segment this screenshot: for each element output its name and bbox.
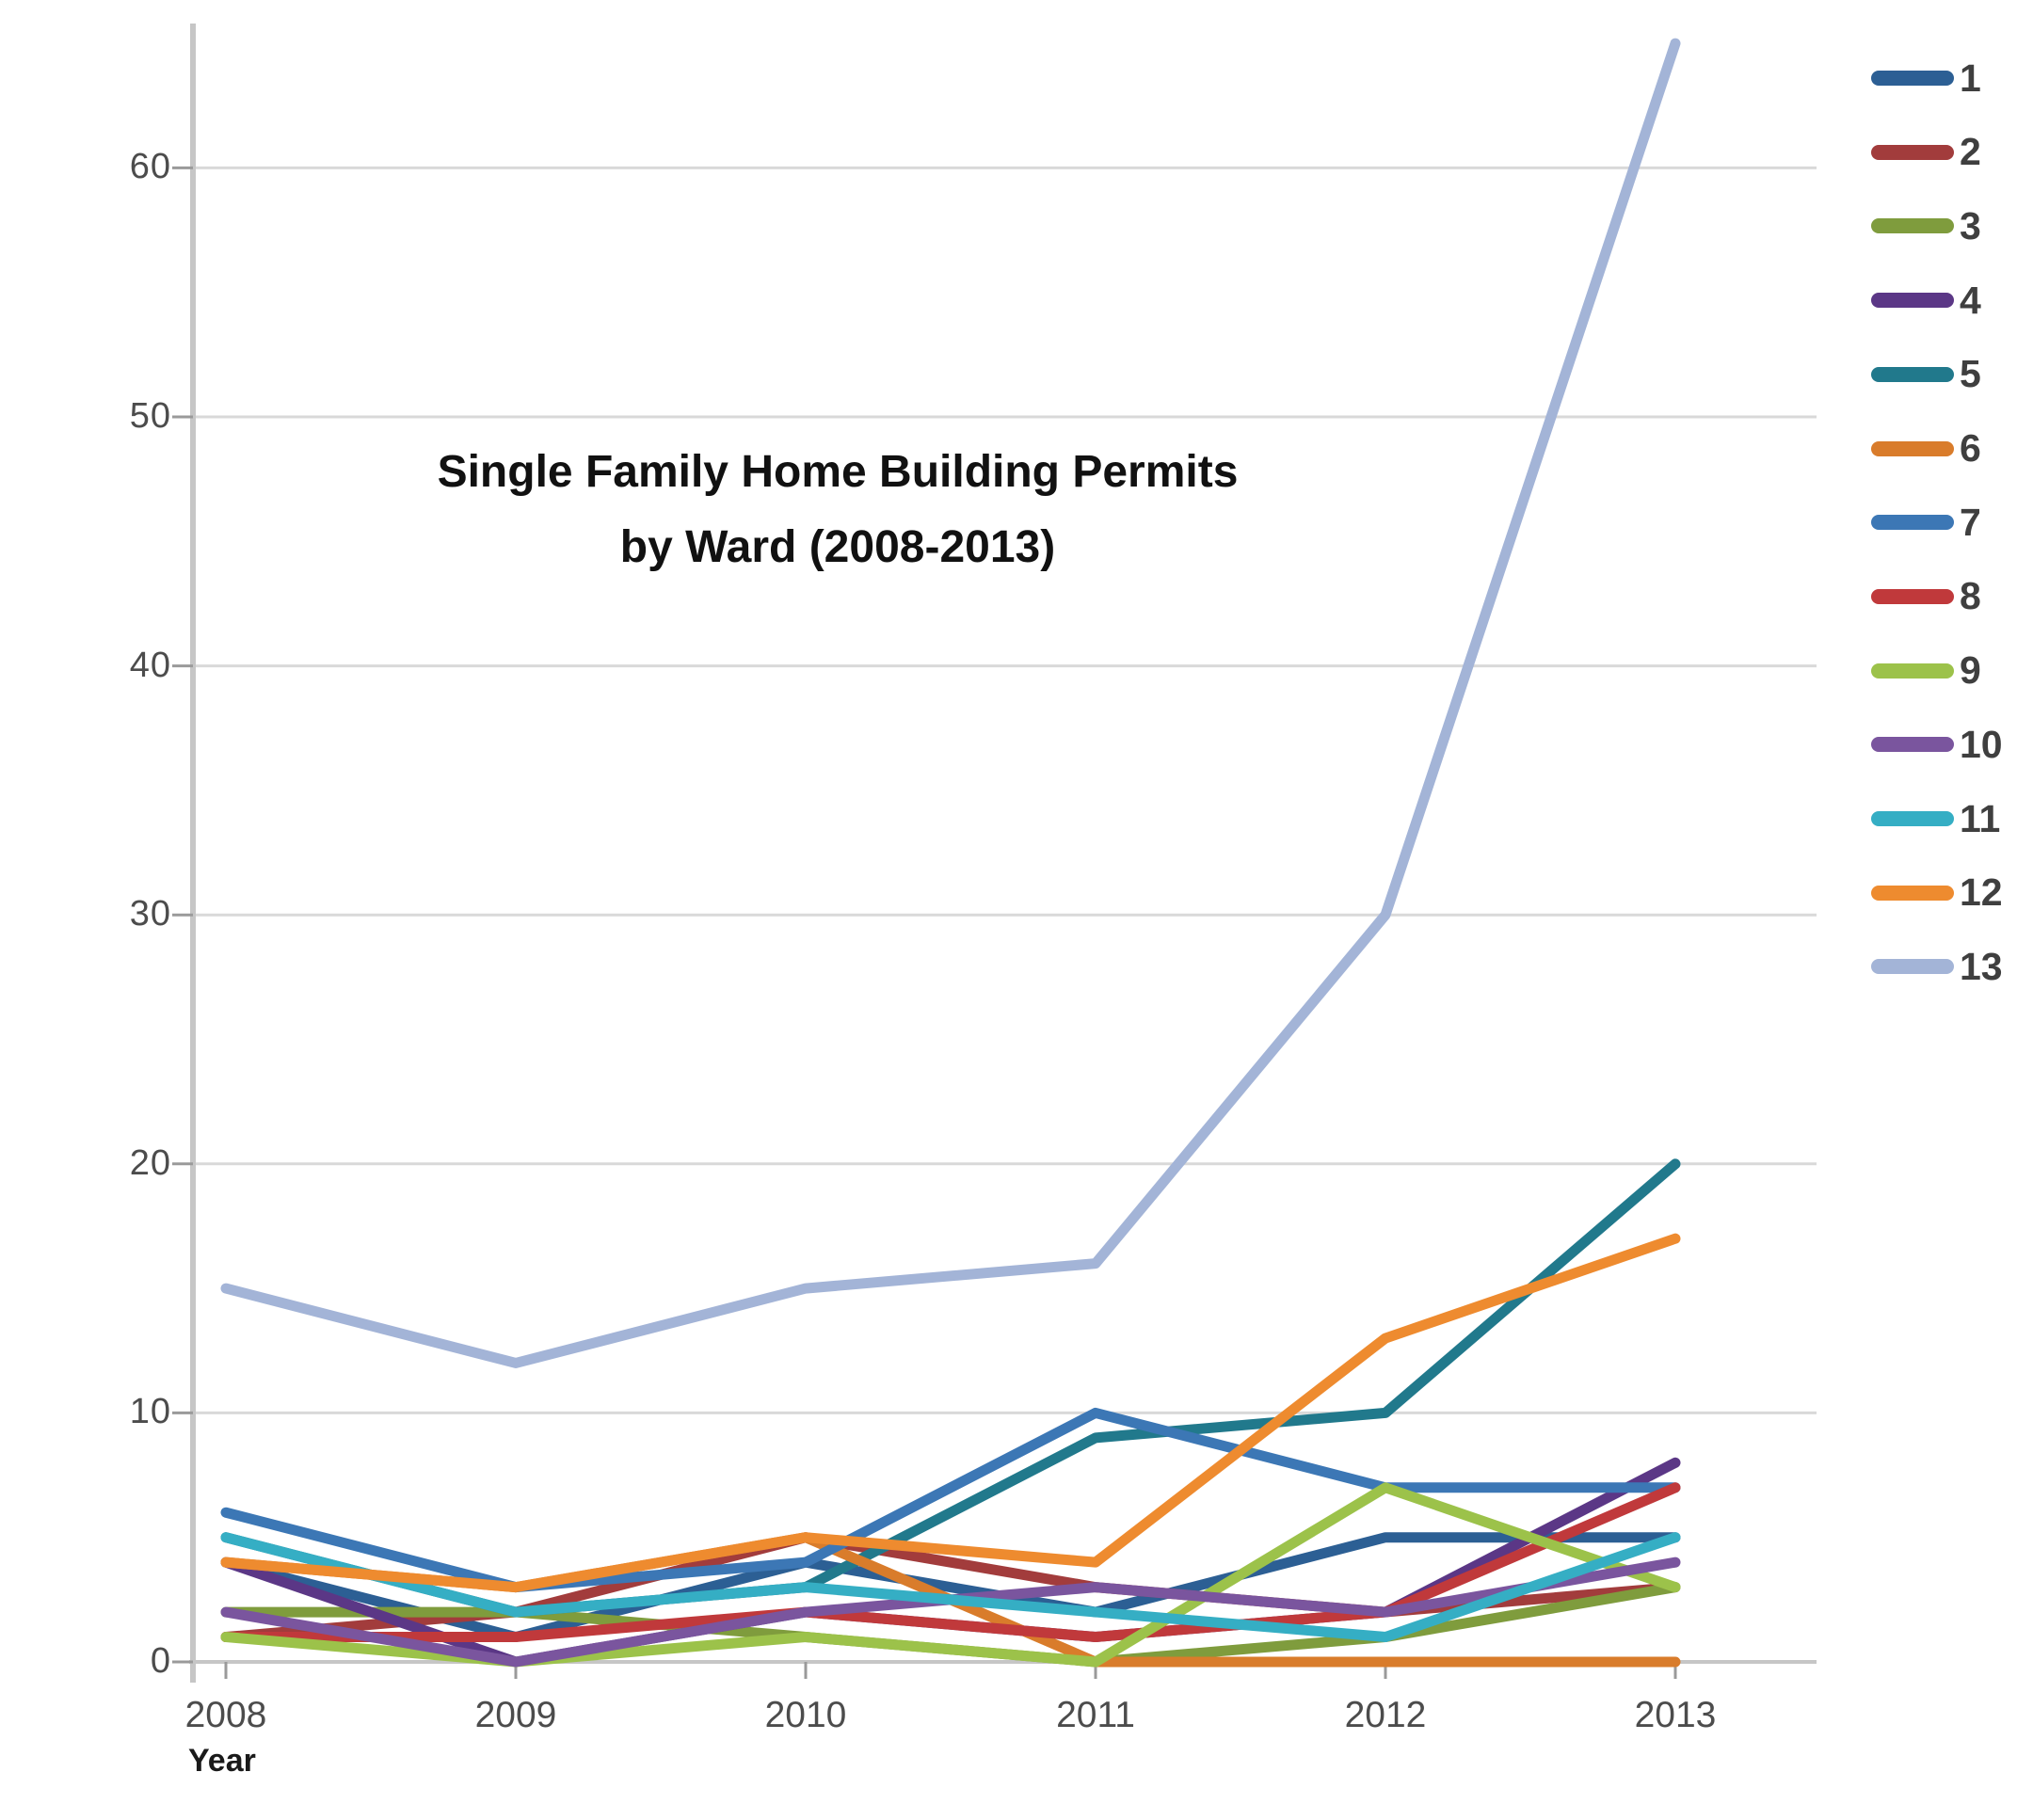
y-axis-tick-label-30: 30	[129, 894, 171, 934]
y-axis-tick-label-40: 40	[129, 645, 171, 685]
legend-label-ward-12: 12	[1960, 870, 2003, 915]
legend-item-ward-11	[1871, 795, 2000, 842]
legend-swatch-ward-4	[1871, 293, 1954, 308]
legend-item-ward-6	[1871, 425, 1981, 472]
legend-item-ward-3	[1871, 202, 1981, 249]
x-axis-tick-label-2010: 2010	[764, 1695, 847, 1735]
chart-title	[235, 435, 1440, 585]
legend-label-ward-8: 8	[1960, 574, 1981, 618]
x-axis-tick-label-2012: 2012	[1344, 1695, 1427, 1735]
legend-label-ward-2: 2	[1960, 130, 1981, 174]
y-axis-tick-label-60: 60	[129, 147, 171, 187]
x-axis-title: Year	[188, 1743, 256, 1779]
legend-label-ward-11: 11	[1960, 796, 2001, 840]
legend-swatch-ward-9	[1871, 663, 1954, 679]
x-axis-tick-label-2011: 2011	[1056, 1695, 1135, 1735]
legend-item-ward-10	[1871, 721, 2003, 768]
chart-title-line2: by Ward (2008-2013)	[619, 522, 1056, 572]
legend-item-ward-8	[1871, 573, 1981, 620]
y-axis-tick-label-20: 20	[129, 1142, 171, 1183]
legend-swatch-ward-2	[1871, 145, 1954, 160]
legend-label-ward-6: 6	[1960, 426, 1981, 470]
legend-swatch-ward-8	[1871, 589, 1954, 604]
legend-swatch-ward-12	[1871, 886, 1954, 901]
x-axis-tick-label-2013: 2013	[1634, 1695, 1717, 1735]
legend-label-ward-4: 4	[1960, 278, 1981, 322]
legend-item-ward-4	[1871, 277, 1981, 324]
legend-swatch-ward-11	[1871, 811, 1954, 826]
legend-item-ward-2	[1871, 129, 1981, 176]
legend-swatch-ward-6	[1871, 441, 1954, 456]
legend-item-ward-13	[1871, 943, 2003, 990]
legend-label-ward-7: 7	[1960, 500, 1981, 544]
legend-item-ward-7	[1871, 499, 1981, 546]
legend-label-ward-10: 10	[1960, 722, 2003, 766]
y-axis-tick-label-50: 50	[129, 396, 171, 436]
legend-swatch-ward-7	[1871, 515, 1954, 530]
legend-label-ward-1: 1	[1960, 56, 1981, 100]
x-axis-tick-label-2009: 2009	[474, 1695, 557, 1735]
legend-item-ward-9	[1871, 647, 1981, 694]
legend-swatch-ward-5	[1871, 367, 1954, 382]
legend-label-ward-13: 13	[1960, 944, 2003, 988]
legend-label-ward-9: 9	[1960, 648, 1981, 693]
legend-item-ward-1	[1871, 55, 1981, 102]
x-axis-tick-label-2008: 2008	[184, 1695, 267, 1735]
legend-swatch-ward-10	[1871, 737, 1954, 752]
y-axis-tick-label-0: 0	[150, 1641, 171, 1681]
legend-label-ward-3: 3	[1960, 203, 1981, 247]
legend-swatch-ward-13	[1871, 959, 1954, 974]
legend-label-ward-5: 5	[1960, 352, 1981, 396]
chart-title-line1: Single Family Home Building Permits	[437, 447, 1239, 497]
y-axis-tick-label-10: 10	[129, 1392, 171, 1432]
legend-swatch-ward-1	[1871, 71, 1954, 86]
legend-item-ward-5	[1871, 351, 1981, 398]
legend-swatch-ward-3	[1871, 218, 1954, 233]
legend-item-ward-12	[1871, 870, 2003, 917]
